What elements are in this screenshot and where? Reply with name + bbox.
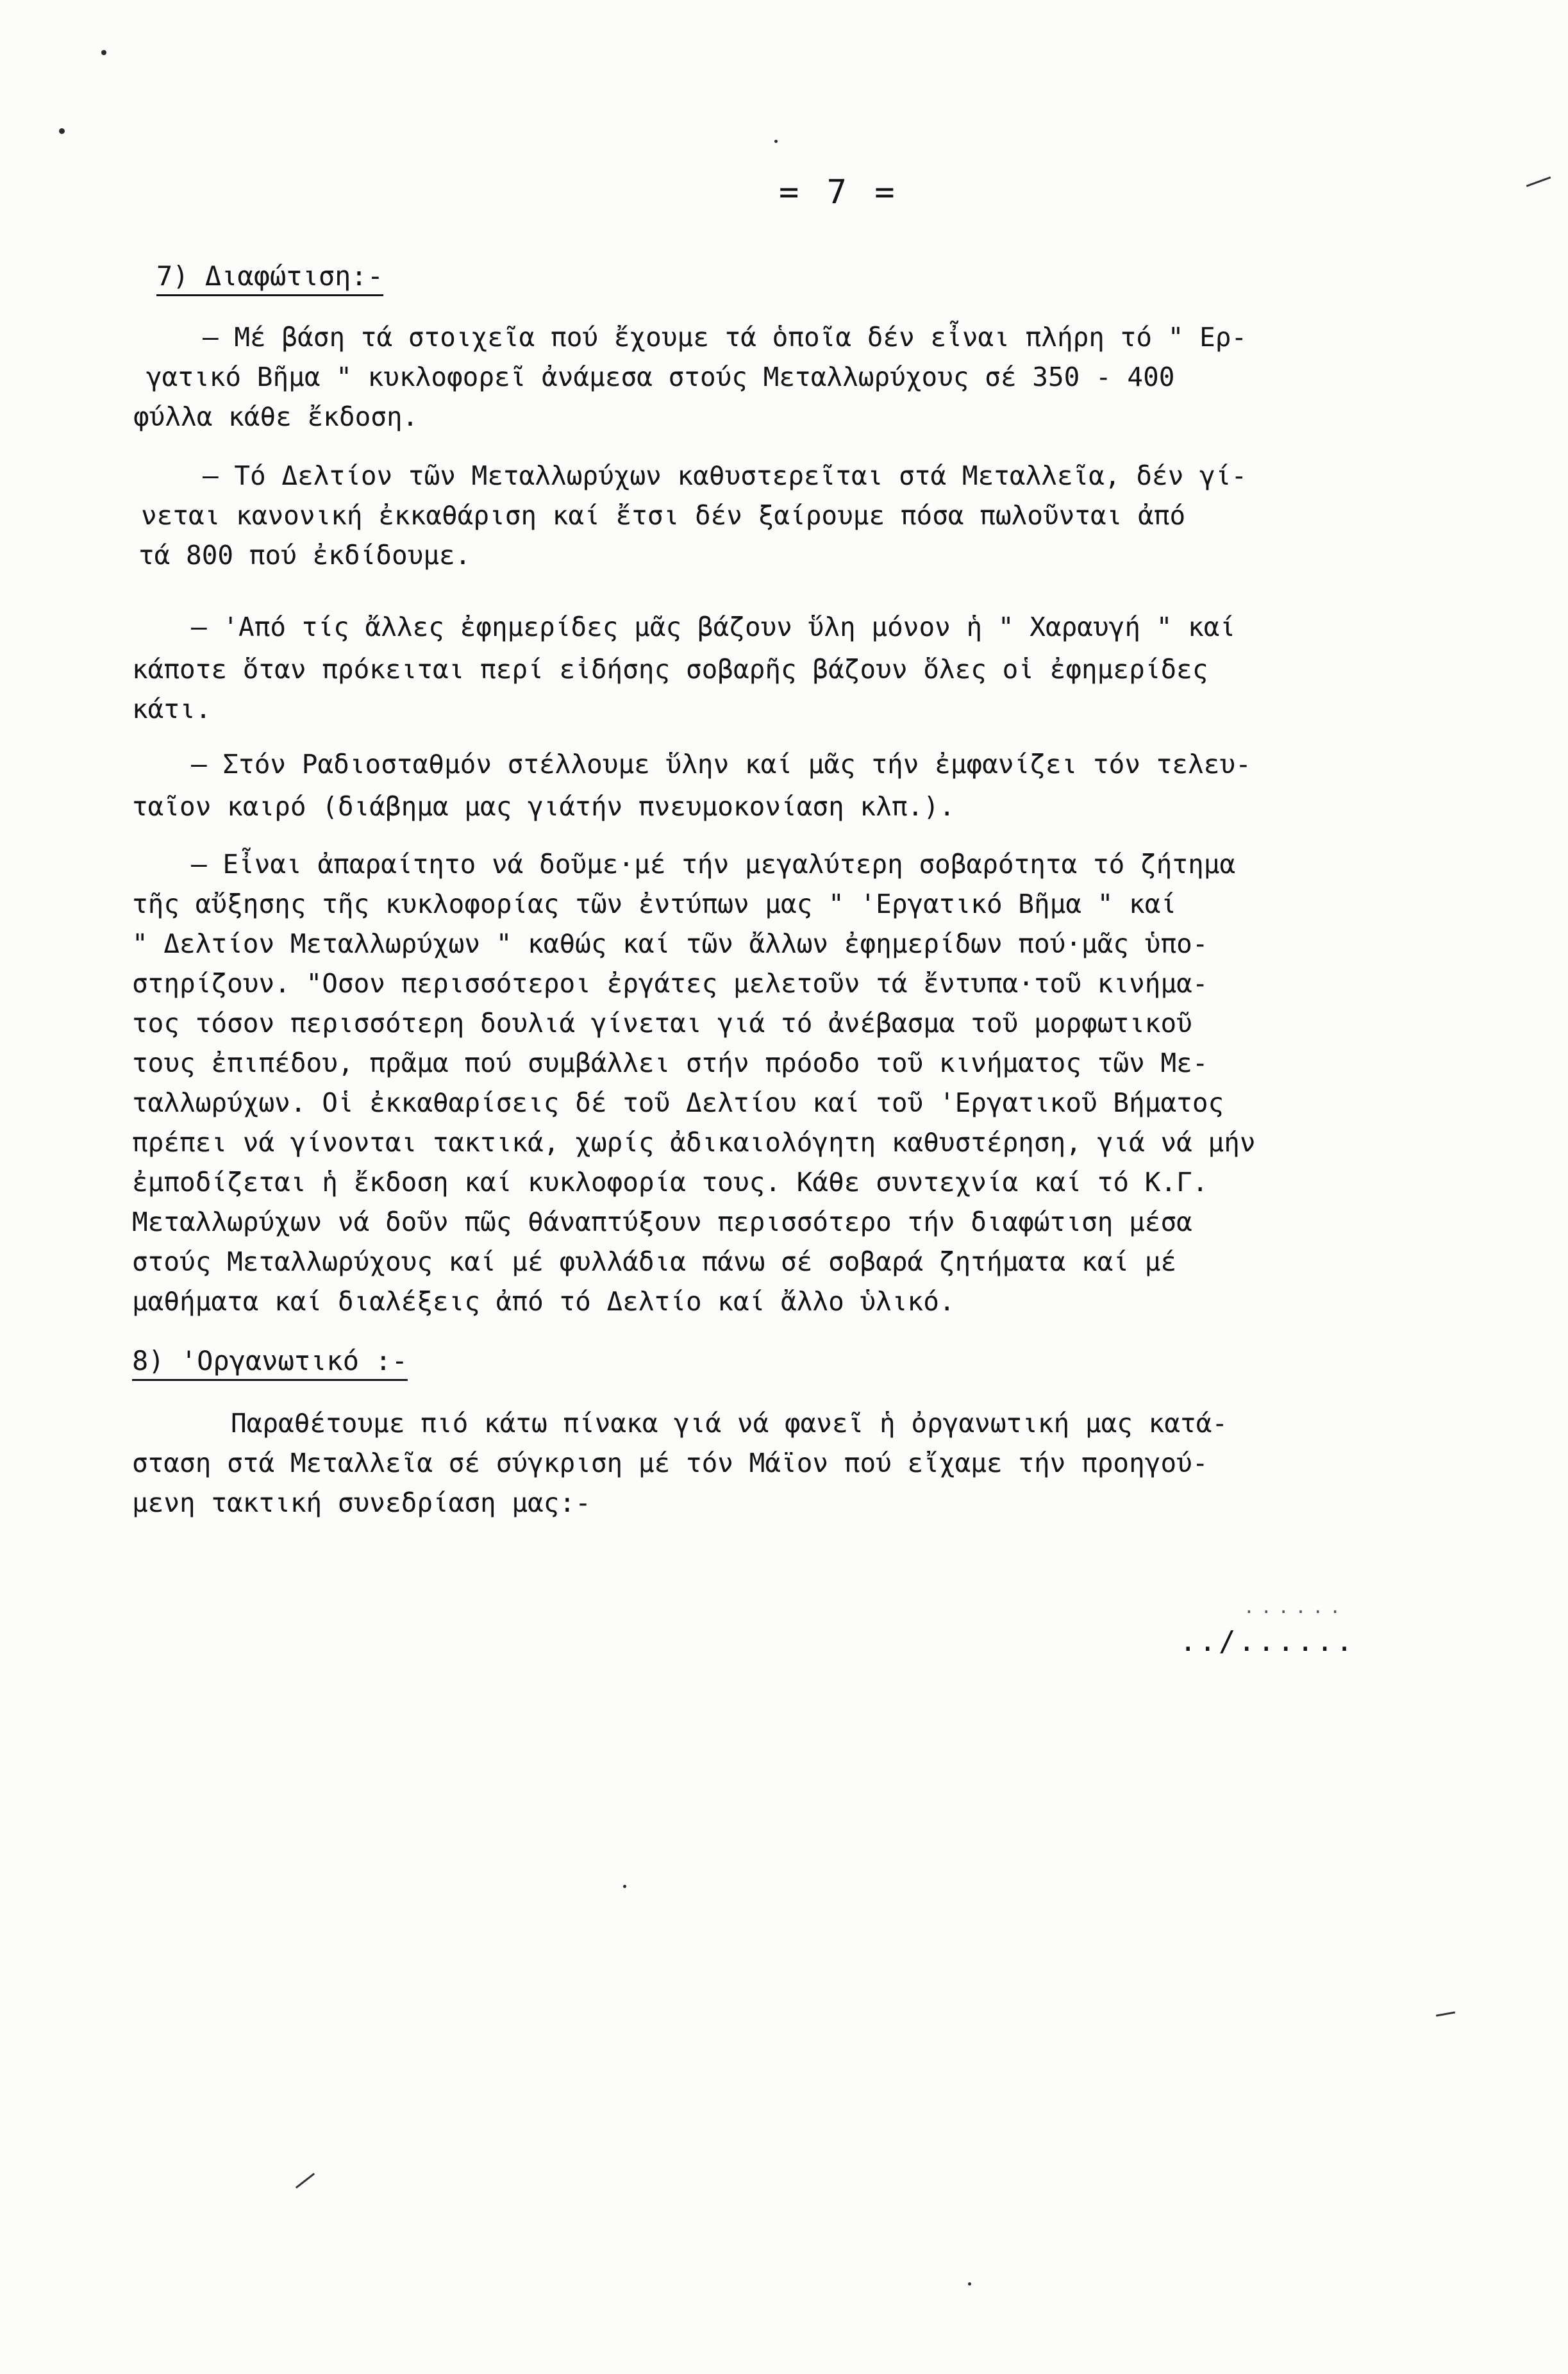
section-7-line: φύλλα κάθε ἔκδοση. — [133, 401, 419, 432]
scan-speck — [968, 2282, 971, 2286]
section-7-line: νεται κανονική ἐκκαθάριση καί ἔτσι δέν ξαίρουμε πόσα πωλοῦνται ἀπό — [141, 500, 1186, 531]
page-number: = 7 = — [779, 173, 899, 212]
section-7-line: γατικό Βῆμα " κυκλοφορεῖ ἀνάμεσα στούς Μεταλλωρύχους σέ 350 - 400 — [146, 362, 1175, 392]
section-7-heading: 7) Διαφώτιση:- — [156, 260, 384, 292]
scan-speck — [101, 50, 106, 55]
section-7-line: " Δελτίον Μεταλλωρύχων " καθώς καί τῶν ἄλλων ἐφημερίδων πού·μᾶς ὑπο- — [132, 928, 1208, 959]
section-7-line: – Τό Δελτίον τῶν Μεταλλωρύχων καθυστερεῖται στά Μεταλλεῖα, δέν γί- — [203, 460, 1247, 491]
section-7-line: κάτι. — [132, 694, 212, 724]
continuation-mark: ../...... — [1180, 1625, 1356, 1658]
section-7-line: – Μέ βάση τά στοιχεῖα πού ἔχουμε τά ὁποῖα δέν εἶναι πλήρη τό " Ερ- — [203, 322, 1247, 353]
section-7-line: Μεταλλωρύχων νά δοῦν πῶς θάναπτύξουν περισσότερο τήν διαφώτιση μέσα — [132, 1207, 1192, 1237]
section-7-line: μαθήματα καί διαλέξεις ἀπό τό Δελτίο καί ἄλλο ὑλικό. — [132, 1286, 955, 1317]
section-7-line: – Εἶναι ἀπαραίτητο νά δοῦμε·μέ τήν μεγαλύτερη σοβαρότητα τό ζήτημα — [191, 849, 1236, 880]
section-8-heading: 8) 'Οργανωτικό :- — [132, 1345, 408, 1376]
section-8-line: Παραθέτουμε πιό κάτω πίνακα γιά νά φανεῖ ἡ ὀργανωτική μας κατά- — [231, 1408, 1228, 1439]
scan-speck — [774, 140, 778, 143]
continuation-dots: ...... — [1244, 1596, 1347, 1617]
section-8-line: μενη τακτική συνεδρίαση μας:- — [132, 1487, 591, 1518]
scan-mark — [296, 2173, 315, 2189]
section-7-line: ταλλωρύχων. Οἱ ἐκκαθαρίσεις δέ τοῦ Δελτίου καί τοῦ 'Εργατικοῦ Βήματος — [132, 1087, 1224, 1118]
section-7-line: τῆς αὔξησης τῆς κυκλοφορίας τῶν ἐντύπων μας " 'Εργατικό Βῆμα " καί — [132, 889, 1177, 919]
section-7-line: – Στόν Ραδιοσταθμόν στέλλουμε ὕλην καί μᾶς τήν ἐμφανίζει τόν τελευ- — [191, 749, 1251, 780]
section-7-line: – 'Από τίς ἄλλες ἐφημερίδες μᾶς βάζουν ὕλη μόνον ἡ " Χαραυγή " καί — [191, 612, 1236, 642]
scan-mark — [1526, 176, 1551, 187]
section-8-line: σταση στά Μεταλλεῖα σέ σύγκριση μέ τόν Μάϊον πού εἴχαμε τήν προηγού- — [132, 1448, 1208, 1478]
section-7-line: στηρίζουν. "Οσον περισσότεροι ἐργάτες μελετοῦν τά ἔντυπα·τοῦ κινήμα- — [132, 968, 1208, 999]
section-7-line: ταῖον καιρό (διάβημα μας γιάτήν πνευμοκονίαση κλπ.). — [132, 791, 955, 822]
section-7-line: πρέπει νά γίνονται τακτικά, χωρίς ἀδικαιολόγητη καθυστέρηση, γιά νά μήν — [132, 1127, 1256, 1158]
section-7-line: τά 800 πού ἐκδίδουμε. — [138, 540, 471, 571]
section-7-line: τους ἐπιπέδου, πρᾶμα πού συμβάλλει στήν πρόοδο τοῦ κινήματος τῶν Με- — [132, 1048, 1208, 1078]
section-7-line: τος τόσον περισσότερη δουλιά γίνεται γιά τό ἀνέβασμα τοῦ μορφωτικοῦ — [132, 1008, 1192, 1039]
section-7-line: στούς Μεταλλωρύχους καί μέ φυλλάδια πάνω σέ σοβαρά ζητήματα καί μέ — [132, 1246, 1177, 1277]
scan-speck — [623, 1885, 626, 1888]
section-7-line: κάποτε ὅταν πρόκειται περί εἰδήσης σοβαρῆς βάζουν ὅλες οἱ ἐφημερίδες — [132, 654, 1208, 685]
scan-speck — [59, 128, 65, 134]
scan-mark — [1436, 2011, 1455, 2016]
section-7-line: ἐμποδίζεται ἡ ἔκδοση καί κυκλοφορία τους. Κάθε συντεχνία καί τό Κ.Γ. — [132, 1167, 1208, 1198]
